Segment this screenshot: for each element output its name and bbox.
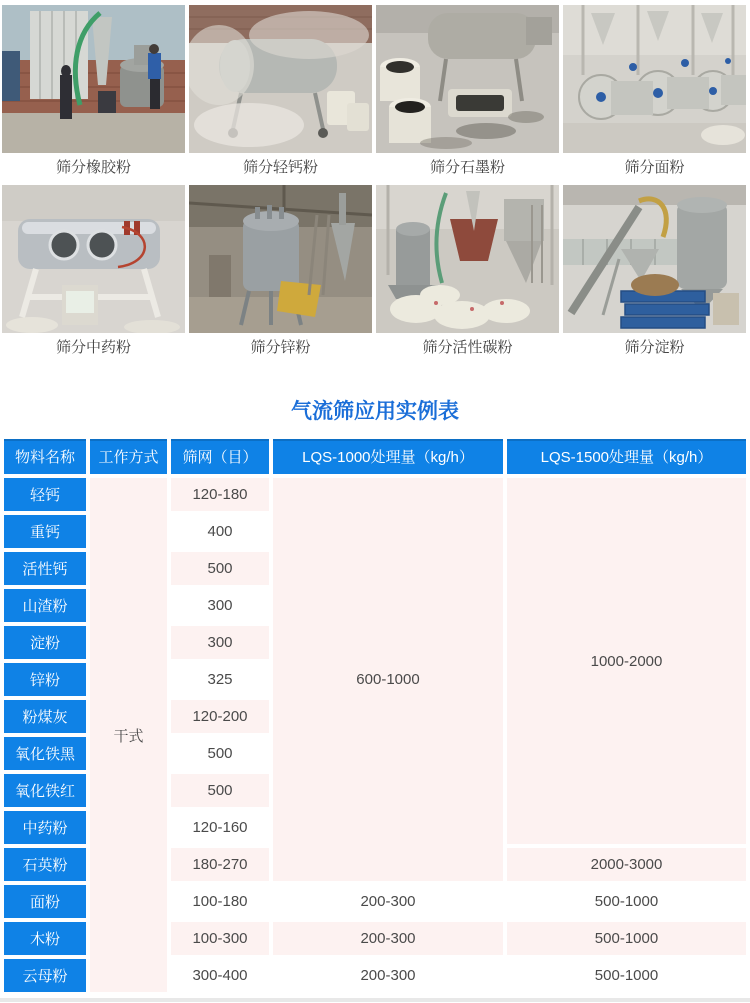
- photo-activated-carbon-image: [376, 185, 559, 333]
- photo-light-calcium-image: [189, 5, 372, 153]
- photo-caption: 筛分面粉: [624, 159, 685, 176]
- mesh-cell: 400: [171, 515, 269, 548]
- material-cell: 粉煤灰: [4, 700, 86, 733]
- material-cell: 重钙: [4, 515, 86, 548]
- page-title: 气流筛应用实例表: [291, 400, 459, 423]
- material-cell: 锌粉: [4, 663, 86, 696]
- mesh-cell: 500: [171, 774, 269, 807]
- table-header-row: [4, 439, 746, 474]
- lqs1000-merged-cell: 600-1000: [273, 478, 503, 881]
- lqs1000-cell: 200-300: [273, 885, 503, 918]
- col-header-material: 物料名称: [4, 439, 86, 474]
- photo-cell-medicine: [2, 185, 185, 365]
- col-header-lqs1000: LQS-1000处理量（kg/h）: [273, 439, 503, 474]
- material-cell: 氧化铁红: [4, 774, 86, 807]
- mesh-cell: 300: [171, 626, 269, 659]
- col-header-mesh: 筛网（目）: [171, 439, 269, 474]
- material-cell: 氧化铁黑: [4, 737, 86, 770]
- lqs1500-cell: 500-1000: [507, 885, 746, 918]
- material-cell: 云母粉: [4, 959, 86, 992]
- photo-caption: 筛分中药粉: [55, 339, 131, 356]
- photo-cell-zinc: [189, 185, 372, 365]
- photo-cell-light-calcium: [189, 5, 372, 185]
- photo-caption: 筛分轻钙粉: [242, 159, 318, 176]
- lqs1500-merged-cell: 1000-2000: [507, 478, 746, 844]
- work-mode-cell: 干式: [90, 478, 167, 992]
- mesh-cell: 120-200: [171, 700, 269, 733]
- material-cell: 中药粉: [4, 811, 86, 844]
- photo-caption: 筛分活性碳粉: [422, 339, 513, 356]
- mesh-cell: 100-300: [171, 922, 269, 955]
- photo-flour-image: [563, 5, 746, 153]
- table-row: [4, 478, 746, 511]
- lqs1000-cell: 200-300: [273, 922, 503, 955]
- lqs1500-cell: 500-1000: [507, 959, 746, 992]
- lqs1500-cell: 2000-3000: [507, 848, 746, 881]
- photo-caption: 筛分锌粉: [250, 339, 311, 356]
- material-cell: 木粉: [4, 922, 86, 955]
- photo-starch-image: [563, 185, 746, 333]
- photo-caption: 筛分石墨粉: [429, 159, 505, 176]
- mesh-cell: 500: [171, 737, 269, 770]
- photo-cell-carbon: [376, 185, 559, 365]
- photo-zinc-image: [189, 185, 372, 333]
- mesh-cell: 300-400: [171, 959, 269, 992]
- photo-rubber-powder-image: [2, 5, 185, 153]
- photo-caption: 筛分淀粉: [624, 339, 685, 356]
- material-cell: 轻钙: [4, 478, 86, 511]
- material-cell: 活性钙: [4, 552, 86, 585]
- mesh-cell: 100-180: [171, 885, 269, 918]
- mesh-cell: 300: [171, 589, 269, 622]
- mesh-cell: 325: [171, 663, 269, 696]
- photo-cell-starch: [563, 185, 746, 365]
- col-header-lqs1500: LQS-1500处理量（kg/h）: [507, 439, 746, 474]
- material-cell: 面粉: [4, 885, 86, 918]
- photo-cell-rubber: [2, 5, 185, 185]
- section-divider: [0, 998, 750, 1002]
- lqs1000-cell: 200-300: [273, 959, 503, 992]
- material-cell: 淀粉: [4, 626, 86, 659]
- mesh-cell: 120-160: [171, 811, 269, 844]
- mesh-cell: 500: [171, 552, 269, 585]
- photo-chinese-medicine-image: [2, 185, 185, 333]
- lqs1500-cell: 500-1000: [507, 922, 746, 955]
- photo-graphite-image: [376, 5, 559, 153]
- photo-caption: 筛分橡胶粉: [55, 159, 131, 176]
- material-cell: 山渣粉: [4, 589, 86, 622]
- photo-cell-graphite: [376, 5, 559, 185]
- material-cell: 石英粉: [4, 848, 86, 881]
- col-header-work-mode: 工作方式: [90, 439, 167, 474]
- photo-cell-flour: [563, 5, 746, 185]
- mesh-cell: 120-180: [171, 478, 269, 511]
- mesh-cell: 180-270: [171, 848, 269, 881]
- photo-grid: [0, 0, 750, 365]
- application-table: [0, 435, 750, 996]
